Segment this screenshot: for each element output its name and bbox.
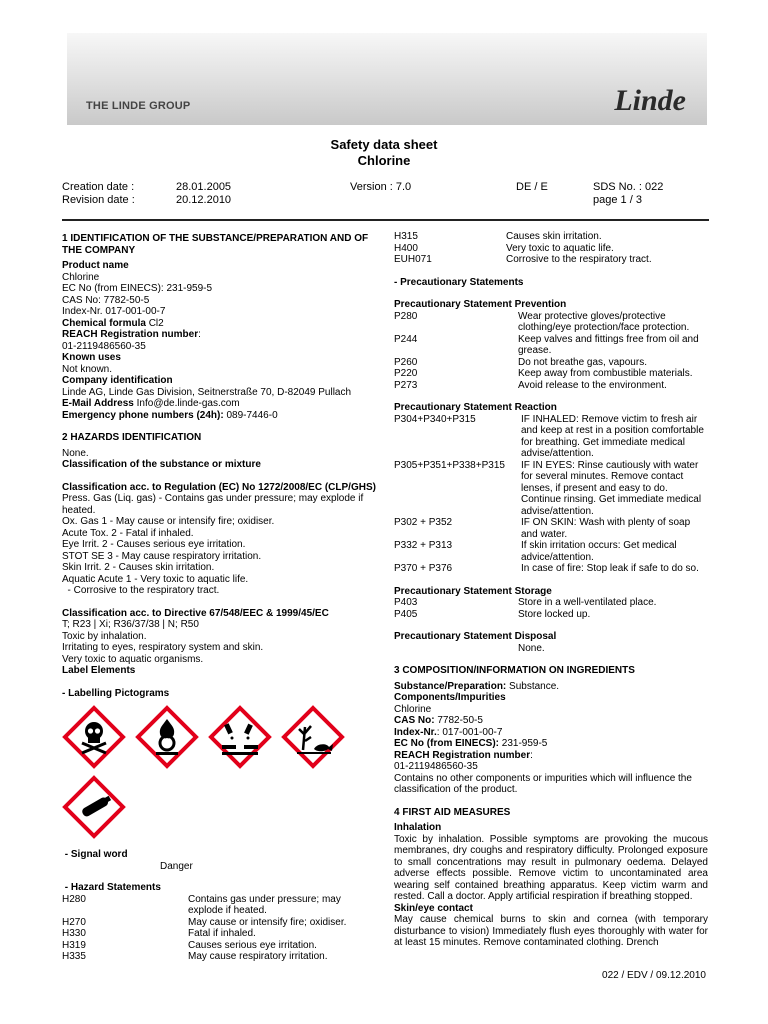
precaution-code: P244 [394,333,418,345]
precaution-text: IF ON SKIN: Wash with plenty of soap and water. [521,517,691,540]
directive-line: Toxic by inhalation. [62,630,147,642]
directive-line: Very toxic to aquatic organisms. [62,653,204,665]
right-column [394,231,708,949]
hazard-text: May cause or intensify fire; oxidiser. [188,916,347,928]
known-uses: Not known. [62,363,113,375]
precaution-text: Keep away from combustible materials. [518,368,693,379]
reach-registration [62,329,377,341]
directive-line: T; R23 | Xi; R36/37/38 | N; R50 [62,619,199,630]
reach-number: 01-2119486560-35 [62,340,146,352]
skin-eye-contact-label: Skin/eye contact [394,902,473,914]
component-index [394,727,708,739]
substance-value: Substance. [506,680,560,692]
product-name: Chlorine [62,271,100,283]
precaution-code: P405 [394,608,418,620]
precaution-code: P332 + P313 [394,540,453,551]
storage-statement [394,597,708,609]
precaution-code: P403 [394,597,418,608]
no-other-components: Contains no other components or impurities which will influence the classification of the product. [394,772,692,795]
emergency-phone-label: Emergency phone numbers (24h): [62,409,224,421]
cas-number: CAS No: 7782-50-5 [62,294,150,306]
flame-over-circle-icon [135,705,199,769]
hazard-text: Causes serious eye irritation. [188,939,317,951]
prevention-statement [394,368,708,380]
labelling-pictograms-label: - Labelling Pictograms [62,687,170,699]
clp-line: Acute Tox. 2 - Fatal if inhaled. [62,527,194,539]
precaution-code: P220 [394,368,418,379]
reach-label: REACH Registration number [62,329,199,340]
ec-number: EC No (from EINECS): 231-959-5 [62,283,213,294]
clp-line: - Corrosive to the respiratory tract. [62,585,220,596]
version: Version : 7.0 [350,181,412,193]
clp-line: STOT SE 3 - May cause respiratory irritation. [62,550,262,562]
precaution-text: Do not breathe gas, vapours. [518,356,647,368]
hazard-statement [62,928,377,940]
hazard-code: H335 [62,951,86,962]
cas-label: CAS No: [394,715,435,726]
precaution-code: P305+P351+P338+P315 [394,459,505,471]
storage-label: Precautionary Statement Storage [394,585,552,597]
clp-line: Ox. Gas 1 - May cause or intensify fire; oxidiser. [62,516,275,527]
reaction-label: Precautionary Statement Reaction [394,402,557,413]
hazard-text: Contains gas under pressure; may explode if heated. [188,893,341,916]
precaution-code: P302 + P352 [394,517,453,528]
email-address [62,398,377,410]
hazard-text: Very toxic to aquatic life. [506,242,614,254]
component-reach-number: 01-2119486560-35 [394,761,478,772]
environment-icon [281,705,345,769]
storage-statement [394,609,708,621]
email-label: E-Mail Address [62,398,134,409]
company-group-name: THE LINDE GROUP [86,100,191,112]
precaution-text: If skin irritation occurs: Get medical advice/attention. [521,540,677,563]
hazard-code: EUH071 [394,254,432,265]
prevention-label: Precautionary Statement Prevention [394,299,567,310]
page-number: page 1 / 3 [593,194,642,206]
sds-number: SDS No. : 022 [593,181,664,193]
components-label: Components/Impurities [394,692,506,703]
hazard-code: H330 [62,928,86,939]
classification-label: Classification of the substance or mixture [62,459,261,470]
disposal-text: None. [518,642,545,654]
hazard-text: Corrosive to the respiratory tract. [506,254,652,265]
label-elements: Label Elements [62,665,136,676]
signal-word: Danger [160,860,193,872]
hazard-code: H400 [394,242,418,254]
hazard-statements-label: - Hazard Statements [62,882,161,893]
inhalation-label: Inhalation [394,822,442,833]
pictogram-row [62,705,377,769]
section-2-none: None. [62,447,89,459]
language: DE / E [516,181,548,193]
precaution-code: P304+P340+P315 [394,413,476,425]
hazard-text: Fatal if inhaled. [188,928,256,939]
section-1-heading: 1 IDENTIFICATION OF THE SUBSTANCE/PREPARATION AND OF THE COMPANY [62,233,369,256]
company-address: Linde AG, Linde Gas Division, Seitnerstraße 70, D-82049 Pullach [62,386,352,398]
component-reach [394,750,708,762]
pictogram-row-2 [62,775,377,839]
precaution-text: Avoid release to the environment. [518,379,667,391]
prevention-statement [394,380,708,392]
inhalation-text: Toxic by inhalation. Possible symptoms are provoking the mucous membranes, dry coughs and respiratory difficulty. Prolonged exposure to small concentrations may result in pulmonary oedema. Delayed adverse effects possible. Remove victim to uncontaminated area wearing self contained breathing apparatus. Keep victim warm and rested. Call a doctor. Apply artificial respiration if breathing stopped. [394,833,708,902]
hazard-text: May cause respiratory irritation. [188,951,328,962]
skin-eye-contact-text: May cause chemical burns to skin and cornea (with temporary disturbance to vision) Immediately flush eyes thoroughly with water for at least 15 minutes. Remove contaminated clothing. Drench [394,914,708,948]
index-number: Index-Nr. 017-001-00-7 [62,306,166,317]
ec-label: EC No (from EINECS): [394,738,499,749]
reaction-statement [394,460,708,518]
precaution-text: IF IN EYES: Rinse cautiously with water for several minutes. Remove contact lenses, if present and easy to do. Continue rinsing. Get immediate medical advise/attention. [521,459,702,517]
creation-date-label: Creation date : [62,181,135,193]
chemical-formula-label: Chemical formula [62,317,146,329]
hazard-text: Causes skin irritation. [506,231,602,242]
disposal-label: Precautionary Statement Disposal [394,631,557,642]
footer-reference: 022 / EDV / 09.12.2010 [602,970,706,981]
emergency-phone-value: 089-7446-0 [223,409,278,421]
reach-colon: : [530,749,533,761]
precaution-text: IF INHALED: Remove victim to fresh air and keep at rest in a position comfortable for breathing. Get immediate medical advise/attention. [521,413,704,459]
index-label: Index-Nr. [394,726,437,738]
left-column [62,233,377,963]
clp-line: Eye Irrit. 2 - Causes serious eye irritation. [62,539,246,550]
clp-classification-label: Classification acc. to Regulation (EC) No 1272/2008/EC (CLP/GHS) [62,481,376,493]
hazard-code: H319 [62,939,86,951]
precaution-text: Store in a well-ventilated place. [518,597,657,608]
cas-value: 7782-50-5 [434,715,483,726]
precaution-code: P280 [394,310,418,322]
prevention-statement [394,357,708,369]
reaction-statement [394,517,708,540]
substance-preparation [394,681,708,693]
hazard-statement [62,894,377,917]
precautionary-statements-label: - Precautionary Statements [394,276,524,288]
component-ec [394,738,708,750]
hazard-statement [394,231,708,243]
clp-line: Aquatic Acute 1 - Very toxic to aquatic life. [62,573,249,585]
ec-value: 231-959-5 [499,738,548,749]
section-4-heading: 4 FIRST AID MEASURES [394,806,511,818]
chemical-formula-value: Cl2 [145,317,164,329]
section-2-heading: 2 HAZARDS IDENTIFICATION [62,432,202,443]
reach-label: REACH Registration number [394,749,531,761]
skull-crossbones-icon [62,705,126,769]
creation-date-value: 28.01.2005 [176,181,232,193]
product-name-label: Product name [62,260,129,271]
prevention-statement [394,311,708,334]
document-subtitle: Chlorine [357,153,411,168]
corrosion-icon [208,705,272,769]
clp-line: Press. Gas (Liq. gas) - Contains gas under pressure; may explode if heated. [62,493,364,516]
header-rule [62,219,709,221]
document-title: Safety data sheet [330,137,438,152]
precaution-text: Store locked up. [518,608,591,620]
chemical-formula [62,318,377,330]
hazard-code: H270 [62,916,86,928]
hazard-statement [394,254,708,266]
substance-label: Substance/Preparation: [394,680,507,692]
precaution-code: P370 + P376 [394,563,453,574]
precaution-text: Keep valves and fittings free from oil and grease. [518,333,699,356]
directive-line: Irritating to eyes, respiratory system and skin. [62,642,264,653]
reach-colon: : [198,329,201,340]
linde-logo: Linde [614,84,686,117]
reaction-statement [394,563,708,575]
known-uses-label: Known uses [62,352,121,363]
hazard-statement [62,940,377,952]
signal-word-label: - Signal word [62,849,128,860]
revision-date-label: Revision date : [62,194,135,206]
component-cas [394,715,708,727]
component-name: Chlorine [394,703,432,715]
precaution-code: P273 [394,379,418,391]
precaution-code: P260 [394,356,418,368]
reaction-statement [394,540,708,563]
directive-classification-label: Classification acc. to Directive 67/548/EEC & 1999/45/EC [62,607,329,619]
section-3-heading: 3 COMPOSITION/INFORMATION ON INGREDIENTS [394,665,635,676]
hazard-statement [394,243,708,255]
hazard-statement [62,917,377,929]
prevention-statement [394,334,708,357]
index-value: : 017-001-00-7 [436,726,503,738]
revision-date-value: 20.12.2010 [176,194,232,206]
hazard-code: H280 [62,893,86,905]
company-identification-label: Company identification [62,375,173,386]
precaution-text: In case of fire: Stop leak if safe to do so. [521,563,699,574]
hazard-code: H315 [394,231,418,242]
reaction-statement [394,414,708,460]
precaution-text: Wear protective gloves/protective clothing/eye protection/face protection. [518,310,690,333]
emergency-phone [62,410,377,422]
hazard-statement [62,951,377,963]
gas-cylinder-icon [62,775,126,839]
clp-line: Skin Irrit. 2 - Causes skin irritation. [62,562,215,573]
email-value[interactable]: Info@de.linde-gas.com [133,398,240,409]
